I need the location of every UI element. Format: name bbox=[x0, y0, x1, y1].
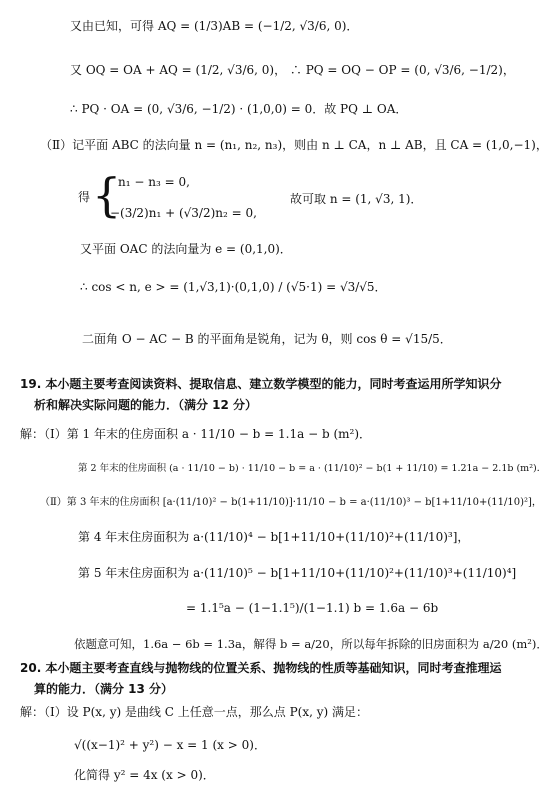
text-line-3: ∴ PQ · OA = (0, √3/6, −1/2) · (1,0,0) = 0．故 PQ ⊥ OA． bbox=[70, 102, 408, 116]
text-line-18: 第 5 年末住房面积为 a·(11/10)⁵ − b[1+11/10+(11/10)²+(11/10)³+(11/10)⁴] bbox=[78, 566, 517, 580]
text-line-12: 19. 本小题主要考查阅读资料、提取信息、建立数学模型的能力，同时考查运用所学知识分 bbox=[20, 377, 502, 391]
text-line-23: 解：（Ⅰ）设 P(x, y) 是曲线 C 上任意一点，那么点 P(x, y) 满足： bbox=[20, 705, 369, 719]
text-line-20: 依题意可知，1.6a − 6b = 1.3a，解得 b = a/20，所以每年拆除的旧房面积为 a/20 (m²)． bbox=[74, 637, 548, 651]
text-line-14: 解：（Ⅰ）第 1 年末的住房面积 a · 11/10 − b = 1.1a − b (m²)． bbox=[20, 427, 372, 441]
text-line-22: 算的能力．（满分 13 分） bbox=[34, 682, 174, 696]
text-line-10: ∴ cos < n, e > = (1,√3,1)·(0,1,0) / (√5·1) = √3/√5． bbox=[80, 280, 387, 294]
text-line-16: （Ⅱ）第 3 年末的住房面积 [a·(11/10)² − b(1+11/10)]·11/10 − b = a·(11/10)³ − b[1+11/10+(11/10)²]， bbox=[40, 497, 542, 508]
text-line-7: −(3/2)n₁ + (√3/2)n₂ = 0, bbox=[110, 206, 257, 220]
system-brace: { bbox=[92, 168, 122, 222]
text-line-19: = 1.1⁵a − (1−1.1⁵)/(1−1.1) b = 1.6a − 6b bbox=[186, 601, 439, 615]
text-line-24: √((x−1)² + y²) − x = 1 (x > 0)． bbox=[74, 738, 266, 752]
text-line-6: 得 bbox=[78, 190, 91, 204]
text-line-4: （Ⅱ）记平面 ABC 的法向量 n = (n₁, n₂, n₃)，则由 n ⊥ CA，n ⊥ AB，且 CA = (1,0,−1)， bbox=[40, 138, 548, 152]
text-line-15: 第 2 年末的住房面积 (a · 11/10 − b) · 11/10 − b = a · (11/10)² − b(1 + 11/10) = 1.21a − 2.1b (m²)． bbox=[78, 463, 547, 474]
text-line-2: 又 OQ = OA + AQ = (1/2, √3/6, 0)， ∴ PQ = OQ − OP = (0, √3/6, −1/2)， bbox=[70, 63, 515, 77]
text-line-25: 化简得 y² = 4x (x > 0)． bbox=[74, 768, 215, 782]
text-line-21: 20. 本小题主要考查直线与抛物线的位置关系、抛物线的性质等基础知识，同时考查推理运 bbox=[20, 661, 502, 675]
text-line-9: 又平面 OAC 的法向量为 e = (0,1,0)． bbox=[80, 242, 292, 256]
text-line-13: 析和解决实际问题的能力．（满分 12 分） bbox=[34, 398, 258, 412]
text-line-8: 故可取 n = (1, √3, 1)． bbox=[290, 192, 423, 206]
text-line-11: 二面角 O − AC − B 的平面角是锐角，记为 θ，则 cos θ = √15/5． bbox=[82, 332, 452, 346]
text-line-1: 又由已知，可得 AQ = (1/3)AB = (−1/2, √3/6, 0)． bbox=[70, 19, 359, 33]
text-line-5: n₁ − n₃ = 0, bbox=[118, 175, 190, 189]
text-line-17: 第 4 年末住房面积为 a·(11/10)⁴ − b[1+11/10+(11/10)²+(11/10)³]， bbox=[78, 530, 470, 544]
